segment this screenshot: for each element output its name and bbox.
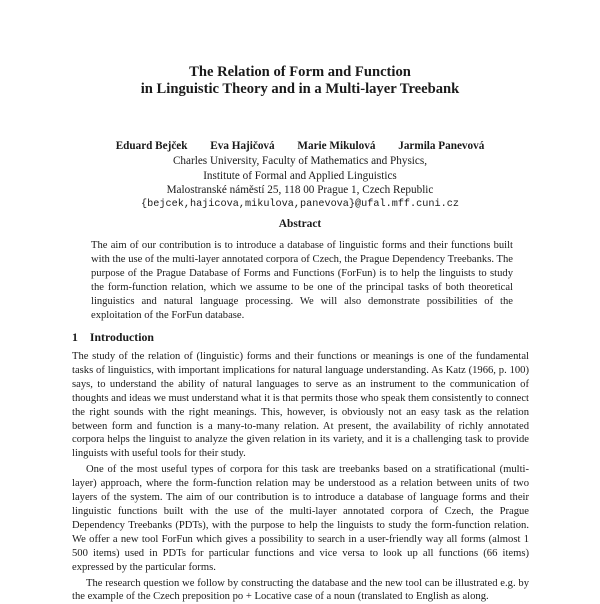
author-name: Marie Mikulová (297, 140, 375, 152)
author-names (0, 139, 600, 154)
abstract-heading: Abstract (0, 218, 600, 230)
title-line-2: in Linguistic Theory and in a Multi-layer Treebank (0, 81, 600, 98)
affiliation-line-2: Institute of Formal and Applied Linguistics (0, 169, 600, 184)
section-body (72, 350, 529, 604)
address: Malostranské náměstí 25, 118 00 Prague 1, Czech Republic (0, 183, 600, 198)
paragraph: One of the most useful types of corpora for this task are treebanks based on a stratificational (multi-layer) approach, where the form-function relation may be understood as a relation between units of two layers of the system. The aim of our contribution is to introduce a database of language forms and their linguistic functions built with the use of the multi-layer annotated corpora of Czech, the Prague Dependency Treebanks (PDTs), with the purpose to help the linguists to study the form-function relation. We offer a new tool ForFun which gives a possibility to search in a user-friendly way all forms (almost 1 500 items) used in PDTs for particular functions and vice versa to look up all functions (66 items) expressed by the particular forms. (72, 463, 529, 574)
section-heading (72, 330, 154, 345)
abstract-text: The aim of our contribution is to introduce a database of linguistic forms and their functions built with the use of the multi-layer annotated corpora of Czech, the Prague Dependency Treebanks. The purpose of the Prague Database of Forms and Functions (ForFun) is to help the linguists to study the form-function relation, which we assume to be one of the principal tasks of both theoretical linguistics and natural language processing. We will also demonstrate possibilities of the exploitation of the ForFun database. (91, 239, 513, 322)
title-line-1: The Relation of Form and Function (0, 64, 600, 81)
author-name: Eduard Bejček (116, 140, 188, 152)
section-title: Introduction (90, 330, 154, 344)
author-block (0, 139, 600, 213)
paper-title (0, 64, 600, 98)
paragraph: The study of the relation of (linguistic) forms and their functions or meanings is one of the fundamental tasks of linguistics, with important implications for natural language understanding. As Katz (1966, p. 100) says, to understand the ability of natural languages to serve as an instrument to the communication of thoughts and ideas we must understand what it is that permits those who speak them consistently to connect the right sounds with the right meanings. This, however, is obviously not an easy task as the relation between form and function is a many-to-many relation. At present, the availability of richly annotated corpora helps the linguist to analyze the given relation in its variety, and it is a challenging task to provide linguists with useful tools for their study. (72, 350, 529, 461)
author-name: Eva Hajičová (210, 140, 274, 152)
paragraph: The research question we follow by constructing the database and the new tool can be illustrated e.g. by the example of the Czech preposition po + Locative case of a noun (translated to English as along. (72, 577, 529, 604)
email: {bejcek,hajicova,mikulova,panevova}@ufal.mff.cuni.cz (0, 198, 600, 213)
section-number: 1 (72, 330, 78, 344)
affiliation-line-1: Charles University, Faculty of Mathematics and Physics, (0, 154, 600, 169)
author-name: Jarmila Panevová (398, 140, 484, 152)
